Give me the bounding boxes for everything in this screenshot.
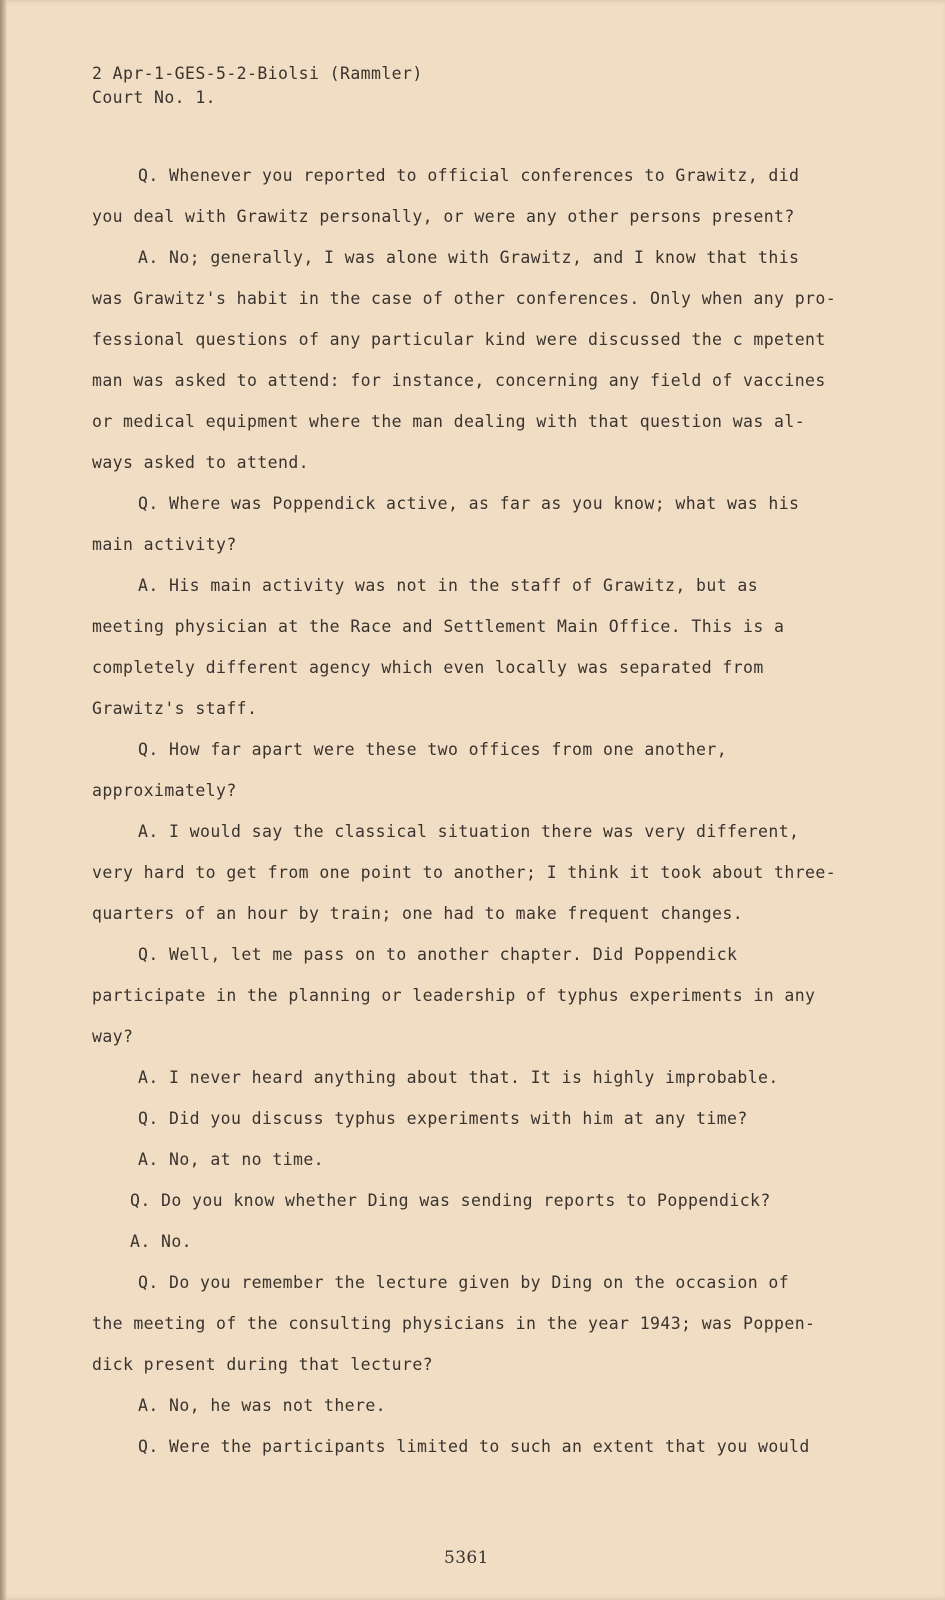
transcript-line: A. No. [130,1232,193,1251]
transcript-line: Q. Whenever you reported to official conferences to Grawitz, did [138,166,800,185]
transcript-line: you deal with Grawitz personally, or were any other persons present? [92,207,795,226]
transcript-line: or medical equipment where the man dealing with that question was al- [92,412,806,431]
transcript-line: man was asked to attend: for instance, concerning any field of vaccines [92,371,826,390]
transcript-line: A. No, he was not there. [138,1396,387,1415]
transcript-line: approximately? [92,781,237,800]
transcript-line: A. No, at no time. [138,1150,325,1169]
transcript-line: fessional questions of any particular kind were discussed the c mpetent [92,330,826,349]
transcript-line: Q. Do you remember the lecture given by Ding on the occasion of [138,1273,790,1292]
transcript-line: ways asked to attend. [92,453,310,472]
transcript-line: Q. Well, let me pass on to another chapter. Did Poppendick [138,945,738,964]
transcript-line: dick present during that lecture? [92,1355,434,1374]
transcript-line: A. No; generally, I was alone with Grawitz, and I know that this [138,248,800,267]
transcript-line: participate in the planning or leadership of typhus experiments in any [92,986,816,1005]
transcript-line: very hard to get from one point to another; I think it took about three- [92,863,837,882]
transcript-line: quarters of an hour by train; one had to make frequent changes. [92,904,744,923]
transcript-line: Q. Were the participants limited to such an extent that you would [138,1437,810,1456]
transcript-line: A. His main activity was not in the staff of Grawitz, but as [138,576,759,595]
transcript-line: was Grawitz's habit in the case of other conferences. Only when any pro- [92,289,837,308]
transcript-line: meeting physician at the Race and Settlement Main Office. This is a [92,617,785,636]
header-line-2: Court No. 1. [92,88,217,107]
page-number: 5361 [444,1548,489,1568]
transcript-line: Q. Did you discuss typhus experiments with him at any time? [138,1109,748,1128]
transcript-line: Q. Where was Poppendick active, as far as you know; what was his [138,494,800,513]
transcript-line: Q. Do you know whether Ding was sending reports to Poppendick? [130,1191,771,1210]
transcript-line: Q. How far apart were these two offices from one another, [138,740,728,759]
transcript-line: completely different agency which even locally was separated from [92,658,764,677]
transcript-line: A. I would say the classical situation there was very different, [138,822,800,841]
header-line-1: 2 Apr-1-GES-5-2-Biolsi (Rammler) [92,64,423,83]
transcript-line: way? [92,1027,134,1046]
transcript-line: Grawitz's staff. [92,699,258,718]
transcript-line: the meeting of the consulting physicians in the year 1943; was Poppen- [92,1314,816,1333]
transcript-line: main activity? [92,535,237,554]
transcript-line: A. I never heard anything about that. It is highly improbable. [138,1068,779,1087]
